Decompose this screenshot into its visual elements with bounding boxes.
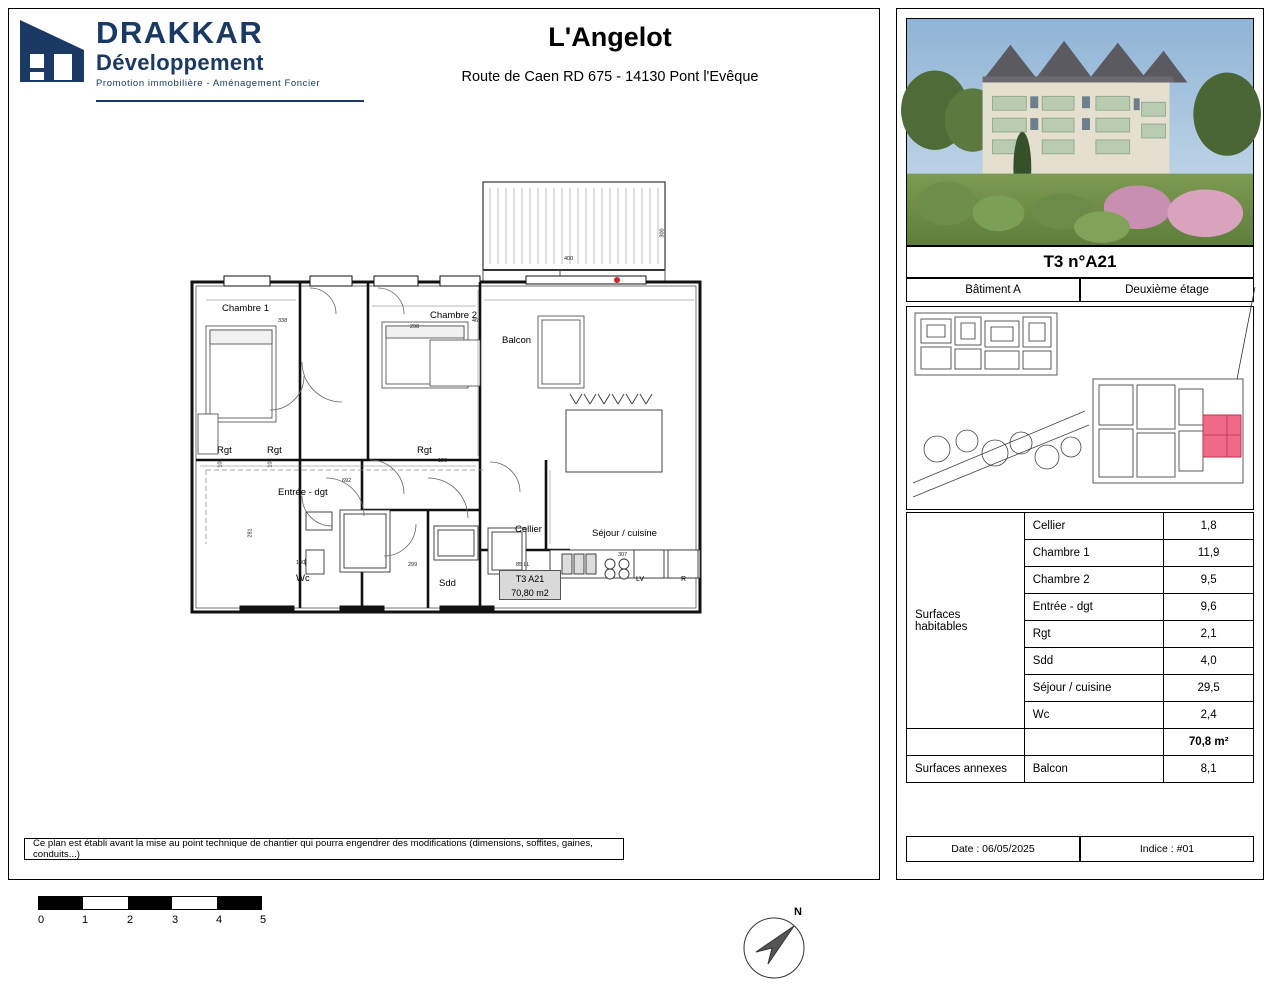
room-label-rgt-1: Rgt — [217, 445, 232, 456]
plan-dimension: 104 — [217, 458, 224, 468]
surfaces-table — [906, 512, 1254, 783]
plan-dimension: 85 LL — [516, 562, 530, 568]
surfaces-annexes-label: Surfaces annexes — [907, 756, 1025, 783]
logo-divider — [96, 100, 364, 102]
plan-dimension: 102 — [267, 458, 274, 468]
table-row — [907, 756, 1254, 783]
surface-value: 9,6 — [1164, 594, 1254, 621]
surface-name: Wc — [1024, 702, 1164, 729]
plan-dimension: 692 — [342, 478, 352, 484]
room-label-balcon: Balcon — [502, 335, 532, 346]
apartment-reference: T3 n°A21 — [906, 246, 1254, 278]
document-header — [360, 22, 860, 85]
room-label-cellier: Cellier — [515, 524, 542, 535]
document-date: Date : 06/05/2025 — [906, 836, 1080, 862]
plan-disclaimer-note: Ce plan est établi avant la mise au point technique de chantier qui pourra engendrer des modifications (dimensions, soffites, gaines, conduits...) — [24, 838, 624, 860]
surface-value: 1,8 — [1164, 513, 1254, 540]
scale-tick-5: 5 — [260, 914, 267, 926]
building-photo — [906, 18, 1254, 246]
plan-dimension: 298 — [410, 324, 420, 330]
table-row-total — [907, 729, 1254, 756]
room-label-chambre-1: Chambre 1 — [222, 303, 269, 314]
apartment-plan-tag — [499, 570, 561, 600]
plan-dimension: 150 — [438, 458, 448, 464]
room-label-sdd: Sdd — [439, 578, 456, 589]
surfaces-habitables-label: Surfaces habitables — [907, 513, 1025, 729]
brand-name: DRAKKAR — [96, 15, 264, 50]
surface-value: 4,0 — [1164, 648, 1254, 675]
scale-bar — [38, 896, 262, 910]
annexe-name: Balcon — [1024, 756, 1164, 783]
surface-name: Cellier — [1024, 513, 1164, 540]
scale-tick-0: 0 — [38, 914, 45, 926]
surface-value: 29,5 — [1164, 675, 1254, 702]
location-plan — [906, 306, 1254, 510]
surface-value: 2,4 — [1164, 702, 1254, 729]
surface-value: 9,5 — [1164, 567, 1254, 594]
room-label-lv: LV — [636, 576, 645, 583]
surface-name: Chambre 2 — [1024, 567, 1164, 594]
building-label: Bâtiment A — [906, 278, 1080, 302]
room-label-sejour-cuisine: Séjour / cuisine — [592, 528, 657, 539]
room-label-entree-dgt: Entrée - dgt — [278, 487, 328, 498]
surface-name: Sdd — [1024, 648, 1164, 675]
room-label-rgt-3: Rgt — [417, 445, 432, 456]
surface-value: 11,9 — [1164, 540, 1254, 567]
floor-plan-svg — [10, 130, 878, 830]
document-indice: Indice : #01 — [1080, 836, 1254, 862]
north-label: N — [794, 906, 802, 918]
room-label-r: R — [681, 576, 687, 583]
plan-dimension: 307 — [618, 552, 628, 558]
room-label-rgt-2: Rgt — [267, 445, 282, 456]
house-logo-icon — [20, 20, 84, 82]
surface-name: Entrée - dgt — [1024, 594, 1164, 621]
scale-tick-4: 4 — [216, 914, 223, 926]
north-arrow-icon — [738, 912, 810, 984]
plan-dimension: 400 — [564, 256, 574, 262]
apartment-plan-tag-ref: T3 A21 — [515, 574, 545, 584]
scale-tick-2: 2 — [127, 914, 134, 926]
apartment-plan-tag-area: 70,80 m2 — [511, 588, 549, 598]
plan-dimension: 281 — [247, 528, 254, 538]
brand-subtitle: Développement — [96, 50, 264, 75]
surface-name: Rgt — [1024, 621, 1164, 648]
annexe-value: 8,1 — [1164, 756, 1254, 783]
scale-tick-1: 1 — [82, 914, 89, 926]
floor-label: Deuxième étage — [1080, 278, 1254, 302]
plan-dimension: 180 — [296, 560, 306, 566]
brand-tagline: Promotion immobilière - Aménagement Foncier — [96, 78, 321, 89]
project-address: Route de Caen RD 675 - 14130 Pont l'Evêque — [461, 69, 759, 85]
room-label-wc: Wc — [296, 573, 310, 584]
brand-logo — [20, 16, 350, 106]
plan-dimension: 299 — [408, 562, 418, 568]
surface-name: Chambre 1 — [1024, 540, 1164, 567]
surfaces-total: 70,8 m² — [1164, 729, 1254, 756]
plan-dimension: 469 — [472, 318, 482, 324]
page-title: L'Angelot — [548, 22, 672, 52]
scale-tick-3: 3 — [172, 914, 179, 926]
plan-dimension: 300 — [659, 228, 666, 238]
surface-value: 2,1 — [1164, 621, 1254, 648]
room-label-chambre-2: Chambre 2 — [430, 310, 477, 321]
surface-name: Séjour / cuisine — [1024, 675, 1164, 702]
table-row — [907, 513, 1254, 540]
plan-dimension: 338 — [278, 318, 288, 324]
